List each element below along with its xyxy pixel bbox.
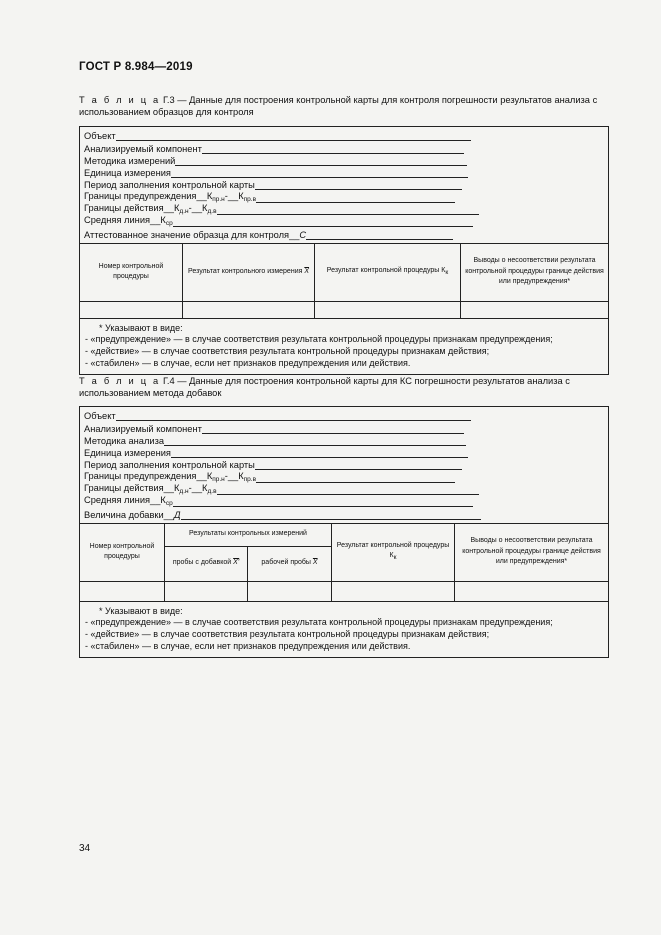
field-period: Период заполнения контрольной карты bbox=[84, 178, 608, 190]
field-method: Методика анализа bbox=[84, 434, 608, 446]
table-g3-notes bbox=[80, 318, 608, 374]
field-object: Объект bbox=[84, 409, 608, 421]
method-blank bbox=[164, 436, 466, 446]
notes-title: * Указывают в виде: bbox=[99, 605, 183, 616]
note-stable: - «стабилен» — в случае, если нет признаков предупреждения или действия. bbox=[85, 358, 411, 369]
table-g4-notes bbox=[80, 601, 608, 657]
center-line-blank bbox=[173, 217, 473, 227]
empty-cell bbox=[314, 301, 460, 318]
field-addition-value: Величина добавки__Д bbox=[84, 507, 608, 519]
unit-blank bbox=[171, 448, 468, 458]
table-g3-fields bbox=[80, 127, 608, 240]
page-number: 34 bbox=[79, 843, 91, 854]
field-unit: Единица измерения bbox=[84, 166, 608, 178]
table-g4 bbox=[79, 406, 609, 658]
field-component: Анализируемый компонент bbox=[84, 141, 608, 153]
field-component: Анализируемый компонент bbox=[84, 421, 608, 433]
table-g4-caption bbox=[79, 375, 619, 399]
field-method: Методика измерений bbox=[84, 154, 608, 166]
component-blank bbox=[202, 144, 464, 154]
field-warning-limits: Границы $предупреждения\_\_К_{пр.н}-\_\_К_{пр.в}$ bbox=[84, 190, 608, 202]
center-line-blank bbox=[173, 497, 473, 507]
note-stable: - «стабилен» — в случае, если нет признаков предупреждения или действия. bbox=[85, 641, 411, 652]
method-blank bbox=[175, 156, 467, 166]
field-center-line: Средняя $линия\_\_К_{ср}$ bbox=[84, 215, 608, 227]
field-action-limits: Границы $действия\_\_К_{д.н}-\_\_К_{д.в}$ bbox=[84, 203, 608, 215]
caption-text: Г.4 — Данные для построения контрольной карты для КС погрешности результатов анализа с использованием метода добавок bbox=[79, 376, 570, 398]
col-header-procedure-result: Результат контрольной процедуры Кк bbox=[314, 243, 460, 301]
document-header: ГОСТ Р 8.984—2019 bbox=[79, 61, 193, 73]
warning-blank bbox=[256, 193, 455, 203]
field-certified-value: Аттестованное значение образца для контроля__С bbox=[84, 227, 608, 239]
note-action: - «действие» — в случае соответствия результата контрольной процедуры признакам действия; bbox=[85, 346, 490, 357]
col-header-measurement-results: Результаты контрольных измерений bbox=[164, 523, 331, 546]
col-header-spiked-sample: пробы с добавкой X' bbox=[164, 546, 247, 581]
note-action: - «действие» — в случае соответствия результата контрольной процедуры признакам действия; bbox=[85, 629, 490, 640]
empty-cell bbox=[182, 301, 314, 318]
caption-text: Г.3 — Данные для построения контрольной карты для контроля погрешности результатов анализа с использованием образцов для контроля bbox=[79, 95, 598, 117]
field-object: Объект bbox=[84, 129, 608, 141]
component-blank bbox=[202, 424, 464, 434]
field-center-line: Средняя $линия\_\_К_{ср}$ bbox=[84, 495, 608, 507]
empty-cell bbox=[454, 581, 608, 601]
empty-cell bbox=[164, 581, 247, 601]
action-blank bbox=[217, 205, 479, 215]
table-label: Т а б л и ц а bbox=[79, 95, 161, 105]
col-header-procedure-result: Результат контрольной процедуры Кк bbox=[331, 523, 454, 581]
period-blank bbox=[255, 460, 462, 470]
field-period: Период заполнения контрольной карты bbox=[84, 458, 608, 470]
period-blank bbox=[255, 180, 462, 190]
note-warning: - «предупреждение» — в случае соответствия результата контрольной процедуры признакам предупреждения; bbox=[85, 617, 553, 628]
field-action-limits: Границы $действия\_\_К_{д.н}-\_\_К_{д.в}$ bbox=[84, 483, 608, 495]
table-g4-fields bbox=[80, 407, 608, 520]
warning-blank bbox=[256, 473, 455, 483]
empty-cell bbox=[80, 301, 182, 318]
empty-cell bbox=[331, 581, 454, 601]
table-label: Т а б л и ц а bbox=[79, 376, 161, 386]
object-blank bbox=[116, 411, 471, 421]
addition-value-blank bbox=[181, 510, 481, 520]
field-unit: Единица измерения bbox=[84, 446, 608, 458]
table-g3-grid bbox=[80, 243, 608, 318]
col-header-conclusions: Выводы о несоответствии результата контрольной процедуры границе действия или предупреждения* bbox=[454, 523, 608, 581]
action-blank bbox=[217, 485, 479, 495]
field-warning-limits: Границы $предупреждения\_\_К_{пр.н}-\_\_К_{пр.в}$ bbox=[84, 470, 608, 482]
col-header-measurement-result: Результат контрольного измерения $\overline{X}$ bbox=[182, 243, 314, 301]
certified-value-blank bbox=[306, 230, 453, 240]
object-blank bbox=[116, 131, 471, 141]
col-header-working-sample: рабочей пробы $\overline{X}$ bbox=[247, 546, 331, 581]
col-header-procedure-number: Номер контрольной процедуры bbox=[80, 523, 164, 581]
notes-title: * Указывают в виде: bbox=[99, 322, 183, 333]
empty-cell bbox=[80, 581, 164, 601]
table-g3 bbox=[79, 126, 609, 375]
table-g4-grid bbox=[80, 523, 608, 601]
unit-blank bbox=[171, 168, 468, 178]
empty-cell bbox=[247, 581, 331, 601]
col-header-conclusions: Выводы о несоответствии результата контрольной процедуры границе действия или предупреждения* bbox=[460, 243, 608, 301]
col-header-procedure-number: Номер контрольной процедуры bbox=[80, 243, 182, 301]
table-g3-caption bbox=[79, 94, 619, 118]
note-warning: - «предупреждение» — в случае соответствия результата контрольной процедуры признакам предупреждения; bbox=[85, 334, 553, 345]
empty-cell bbox=[460, 301, 608, 318]
